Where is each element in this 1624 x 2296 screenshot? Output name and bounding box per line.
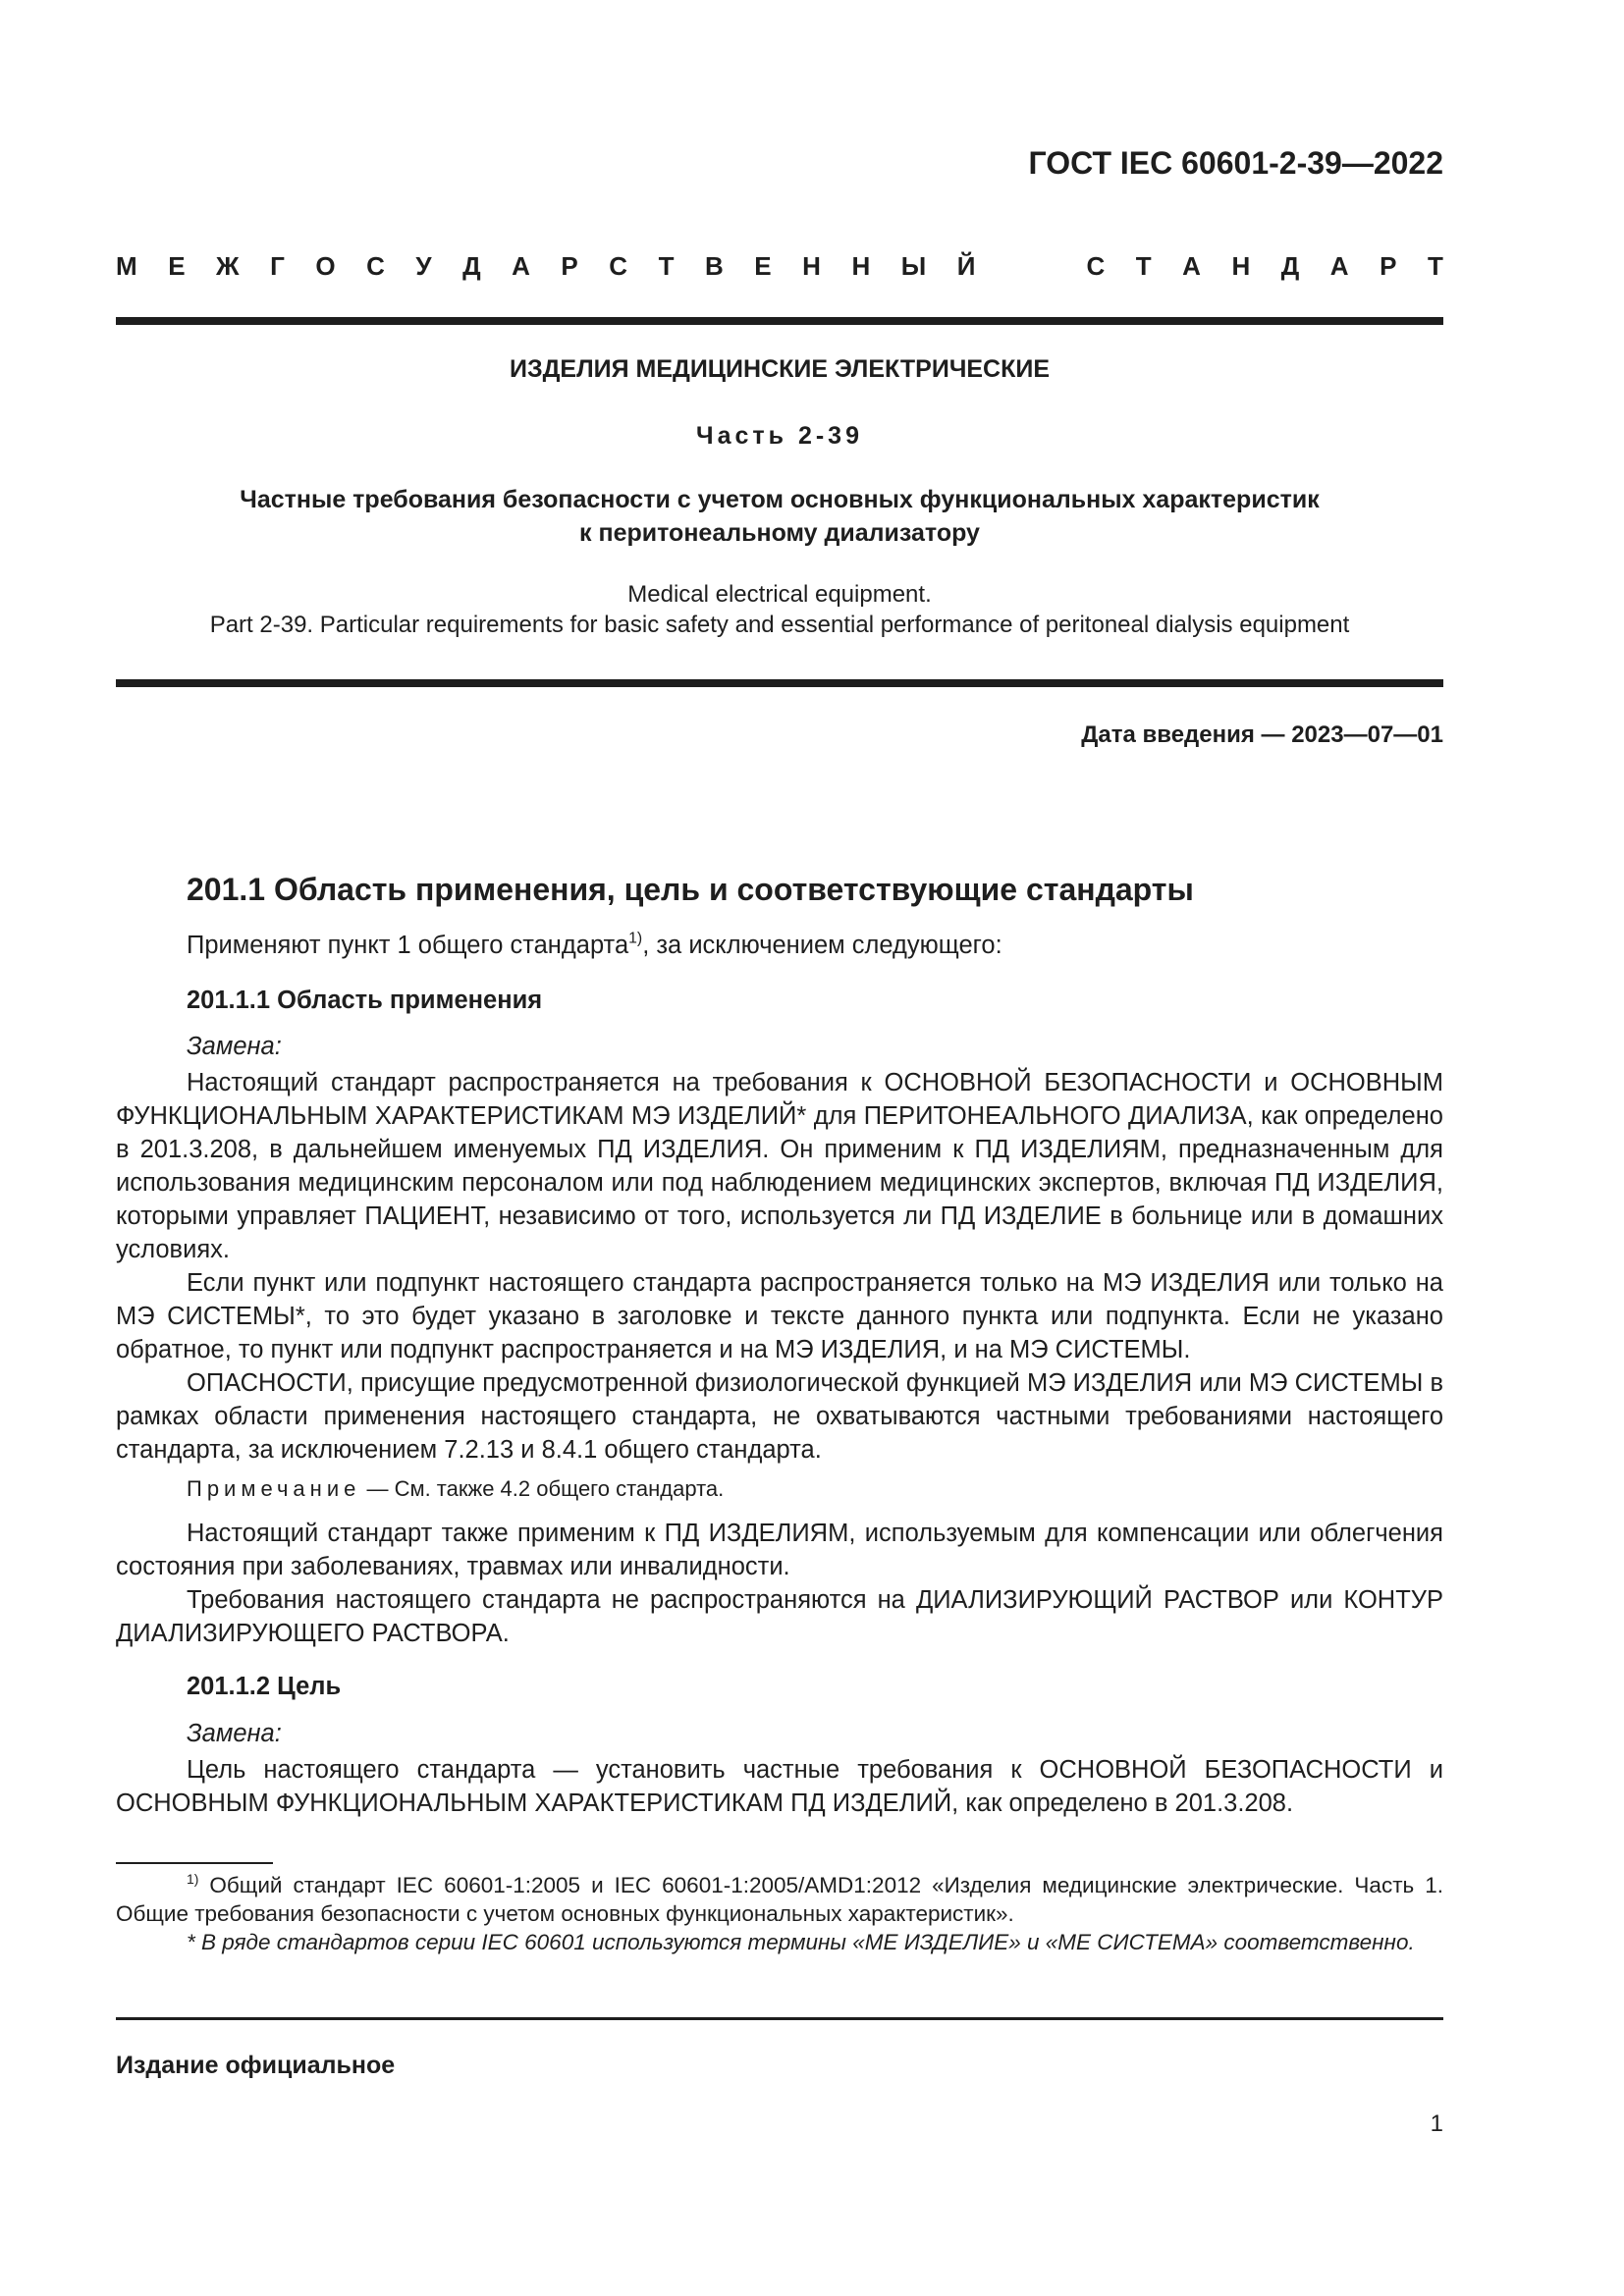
footnote-1-text: Общий стандарт IEC 60601-1:2005 и IEC 60601-1:2005/AMD1:2012 «Изделия медицинские электрические. Часть 1. Общие требования безопасности с учетом основных функциональных характеристик». xyxy=(116,1873,1443,1926)
interstate-letter: Е xyxy=(168,251,186,281)
section-heading: 201.1 Область применения, цель и соответствующие стандарты xyxy=(187,872,1194,907)
footnote-2: * В ряде стандартов серии IEC 60601 используются термины «ME ИЗДЕЛИЕ» и «ME СИСТЕМА» соответственно. xyxy=(187,1930,1415,1954)
standard-letter: Д xyxy=(1280,251,1300,281)
subsection-heading-purpose: 201.1.2 Цель xyxy=(187,1673,342,1700)
document-title: ИЗДЕЛИЯ МЕДИЦИНСКИЕ ЭЛЕКТРИЧЕСКИЕ xyxy=(509,355,1051,383)
official-edition-label: Издание официальное xyxy=(116,2052,396,2079)
standard-letter: А xyxy=(1329,251,1349,281)
interstate-letter: Т xyxy=(658,251,675,281)
note-label: Примечание xyxy=(187,1476,361,1501)
note xyxy=(187,1476,724,1502)
footnote-ref[interactable]: 1) xyxy=(628,930,643,947)
subsection-heading-scope: 201.1.1 Область применения xyxy=(187,987,543,1014)
interstate-letter: У xyxy=(415,251,432,281)
interstate-letter: О xyxy=(315,251,336,281)
standard-number: ГОСТ IEC 60601-2-39—2022 xyxy=(1028,145,1443,181)
title-rule xyxy=(116,679,1443,687)
english-title-line-1: Medical electrical equipment. xyxy=(627,581,932,608)
introduction-date: Дата введения — 2023—07—01 xyxy=(1081,721,1443,748)
document-subtitle xyxy=(116,483,1443,550)
scope-paragraph-5: Требования настоящего стандарта не распространяются на ДИАЛИЗИРУЮЩИЙ РАСТВОР или КОНТУР ДИАЛИЗИРУЮЩЕГО РАСТВОРА. xyxy=(116,1586,1443,1647)
interstate-letter: С xyxy=(366,251,385,281)
interstate-letter: В xyxy=(704,251,724,281)
interstate-letter: Ж xyxy=(216,251,240,281)
interstate-letter: Р xyxy=(561,251,578,281)
interstate-letter: Г xyxy=(270,251,285,281)
apply-paragraph xyxy=(187,929,1002,962)
interstate-letter: Д xyxy=(462,251,481,281)
replacement-label-2: Замена: xyxy=(187,1720,282,1747)
page-number: 1 xyxy=(1430,2110,1443,2137)
standard-letter: А xyxy=(1182,251,1201,281)
replacement-label: Замена: xyxy=(187,1033,282,1060)
interstate-letter: Н xyxy=(851,251,871,281)
footnote-1 xyxy=(116,1871,1443,1928)
scope-paragraph-3: ОПАСНОСТИ, присущие предусмотренной физиологической функцией МЭ ИЗДЕЛИЯ или МЭ СИСТЕМЫ в рамках области применения настоящего стандарта, не охватываются частными требованиями настоящего стандарта, за исключением 7.2.13 и 8.4.1 общего стандарта. xyxy=(116,1369,1443,1464)
apply-text-tail: , за исключением следующего: xyxy=(642,932,1002,959)
interstate-letter: М xyxy=(116,251,137,281)
interstate-letter: Й xyxy=(956,251,976,281)
interstate-letter: С xyxy=(609,251,628,281)
standard-letter: С xyxy=(1086,251,1106,281)
subtitle-line-2: к перитонеальному диализатору xyxy=(579,519,980,547)
scope-paragraph-1: Настоящий стандарт распространяется на требования к ОСНОВНОЙ БЕЗОПАСНОСТИ и ОСНОВНЫМ ФУНКЦИОНАЛЬНЫМ ХАРАКТЕРИСТИКАМ МЭ ИЗДЕЛИЙ* для ПЕРИТОНЕАЛЬНОГО ДИАЛИЗА, как определено в 201.3.208, в дальнейшем именуемых ПД ИЗДЕЛИЯ. Он применим к ПД ИЗДЕЛИЯМ, предназначенным для использования медицинским персоналом или под наблюдением медицинских экспертов, включая ПД ИЗДЕЛИЯ, которыми управляет ПАЦИЕНТ, независимо от того, используется ли ПД ИЗДЕЛИЕ в больнице или в домашних условиях. xyxy=(116,1069,1443,1263)
apply-text: Применяют пункт 1 общего стандарта xyxy=(187,932,629,959)
footer-rule xyxy=(116,2017,1443,2020)
note-text: — См. также 4.2 общего стандарта. xyxy=(360,1476,725,1501)
subtitle-line-1: Частные требования безопасности с учетом основных функциональных характеристик xyxy=(240,486,1320,513)
interstate-letter: А xyxy=(512,251,530,281)
header-rule xyxy=(116,317,1443,325)
word-gap xyxy=(1006,251,1056,282)
interstate-letter: Е xyxy=(754,251,772,281)
footnote-1-marker: 1) xyxy=(187,1870,199,1887)
standard-letter: Т xyxy=(1427,251,1443,281)
interstate-letter: Н xyxy=(802,251,821,281)
purpose-paragraph: Цель настоящего стандарта — установить частные требования к ОСНОВНОЙ БЕЗОПАСНОСТИ и ОСНОВНЫМ ФУНКЦИОНАЛЬНЫМ ХАРАКТЕРИСТИКАМ ПД ИЗДЕЛИЙ, как определено в 201.3.208. xyxy=(116,1756,1443,1817)
standard-letter: Р xyxy=(1380,251,1397,281)
footnote-separator xyxy=(116,1862,273,1864)
english-title-line-2: Part 2-39. Particular requirements for basic safety and essential performance of peritoneal dialysis equipment xyxy=(209,612,1350,638)
scope-paragraph-2: Если пункт или подпункт настоящего стандарта распространяется только на МЭ ИЗДЕЛИЯ или только на МЭ СИСТЕМЫ*, то это будет указано в заголовке и тексте данного пункта или подпункта. Если не указано обратное, то пункт или подпункт распространяется и на МЭ ИЗДЕЛИЯ, и на МЭ СИСТЕМЫ. xyxy=(116,1269,1443,1363)
english-title xyxy=(116,579,1443,640)
scope-paragraph-4: Настоящий стандарт также применим к ПД ИЗДЕЛИЯМ, используемым для компенсации или облегчения состояния при заболеваниях, травмах или инвалидности. xyxy=(116,1520,1443,1580)
document-part: Часть 2-39 xyxy=(696,422,863,450)
interstate-standard-banner xyxy=(116,251,1443,282)
interstate-letter: Ы xyxy=(900,251,927,281)
standard-letter: Т xyxy=(1135,251,1152,281)
standard-letter: Н xyxy=(1231,251,1251,281)
